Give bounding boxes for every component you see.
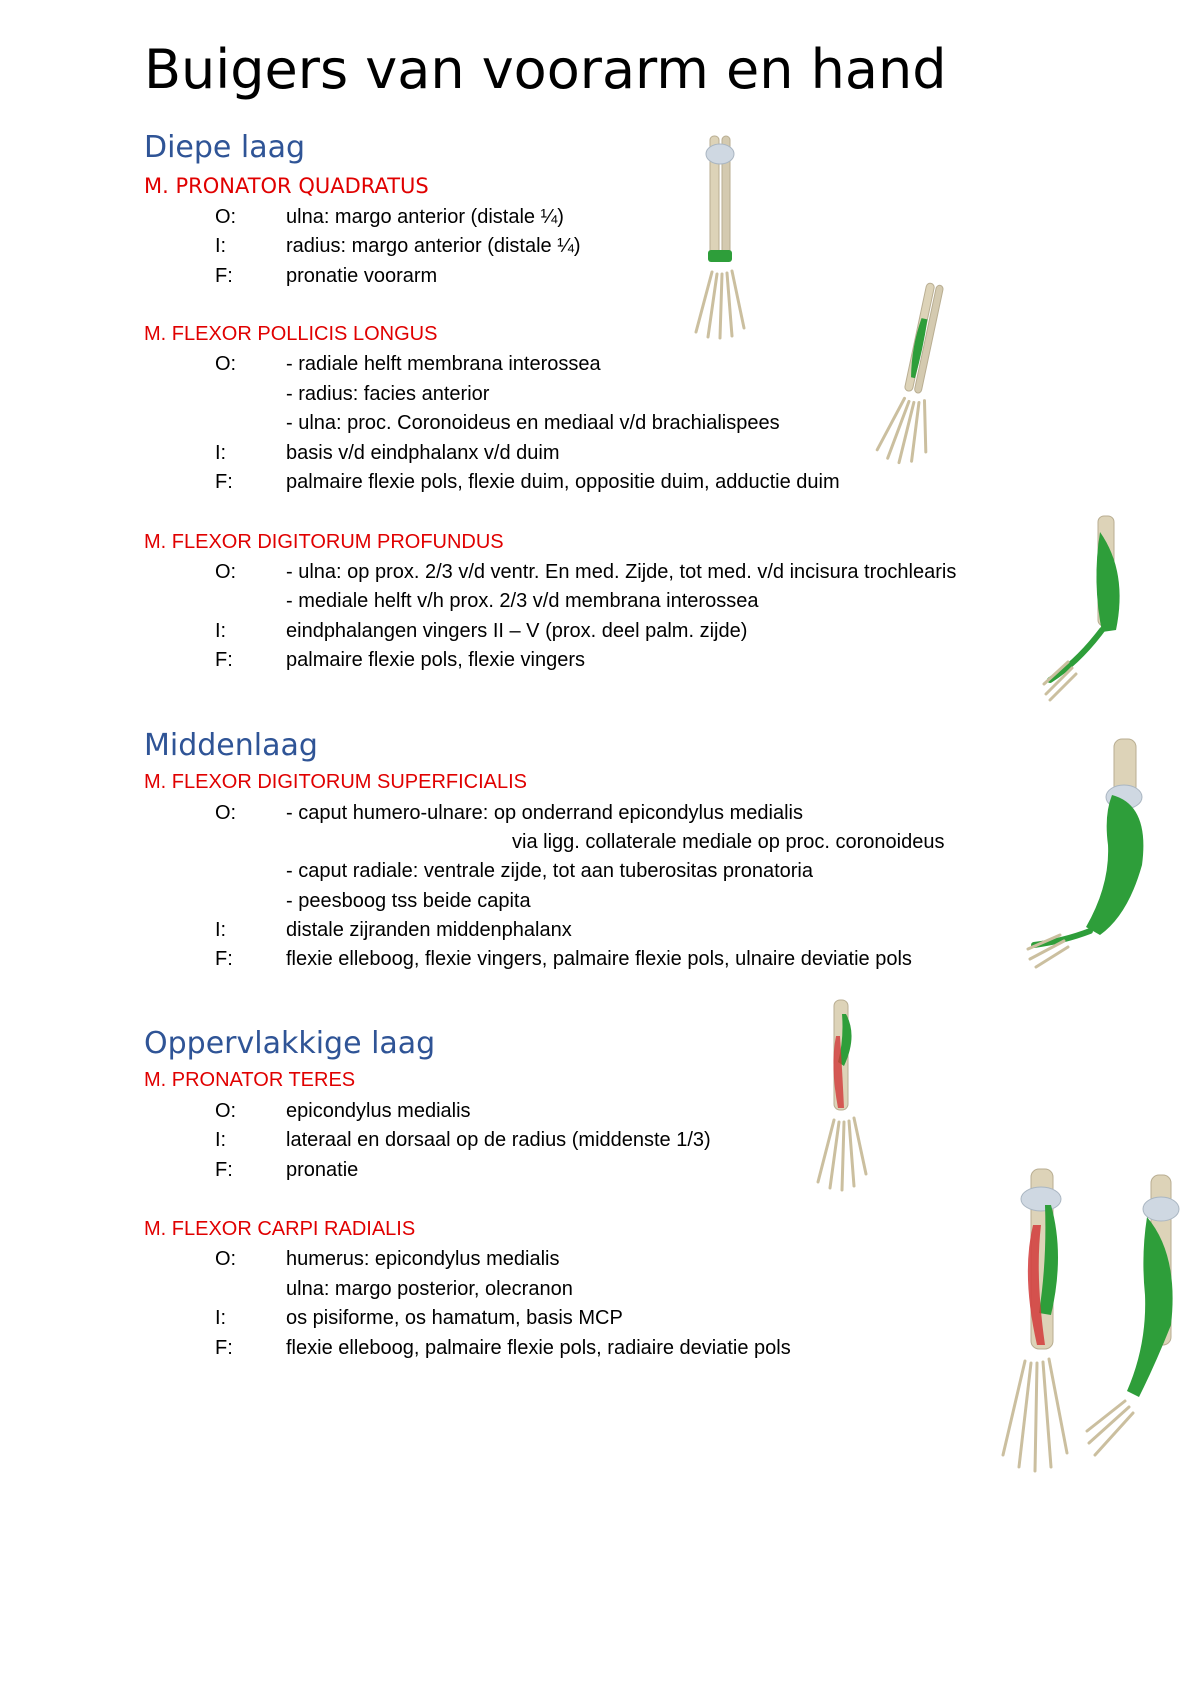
- attribute-row: [0, 561, 1200, 589]
- row-label: O:: [215, 1100, 237, 1122]
- row-label: F:: [215, 1159, 233, 1181]
- row-text: ulna: margo anterior (distale ¼): [286, 206, 564, 228]
- row-label: O:: [215, 1248, 237, 1270]
- row-text: os pisiforme, os hamatum, basis MCP: [286, 1307, 623, 1329]
- row-text: palmaire flexie pols, flexie vingers: [286, 649, 586, 671]
- attribute-row: [0, 649, 1200, 677]
- row-text: lateraal en dorsaal op de radius (middenste 1/3): [286, 1129, 711, 1151]
- flexor-digitorum-profundus-illustration: [1038, 512, 1148, 702]
- row-text: - radiale helft membrana interossea: [286, 353, 601, 375]
- row-label: I:: [215, 620, 227, 642]
- attribute-row: [0, 1129, 1200, 1157]
- row-text: eindphalangen vingers II – V (prox. deel palm. zijde): [286, 620, 748, 642]
- section-heading-middle: Middenlaag: [144, 728, 318, 763]
- muscle-name-flexor-digitorum-profundus: M. FLEXOR DIGITORUM PROFUNDUS: [144, 531, 504, 553]
- attribute-row: [0, 1100, 1200, 1128]
- muscle-name-pronator-quadratus: M. PRONATOR QUADRATUS: [144, 174, 429, 198]
- flexor-digitorum-superficialis-illustration: [1020, 735, 1170, 975]
- pronator-teres-illustration: [798, 996, 888, 1196]
- attribute-row: [0, 590, 1200, 618]
- row-text: palmaire flexie pols, flexie duim, oppositie duim, adductie duim: [286, 471, 840, 493]
- row-text: basis v/d eindphalanx v/d duim: [286, 442, 560, 464]
- row-text: pronatie voorarm: [286, 265, 438, 287]
- page-title: Buigers van voorarm en hand: [144, 38, 947, 101]
- row-label: F:: [215, 1337, 233, 1359]
- row-label: I:: [215, 919, 227, 941]
- row-label: F:: [215, 265, 233, 287]
- row-text: - ulna: proc. Coronoideus en mediaal v/d brachialispees: [286, 412, 780, 434]
- row-text: - peesboog tss beide capita: [286, 890, 531, 912]
- row-label: O:: [215, 802, 237, 824]
- section-heading-deep: Diepe laag: [144, 130, 306, 165]
- row-label: O:: [215, 561, 237, 583]
- row-text: flexie elleboog, palmaire flexie pols, radiaire deviatie pols: [286, 1337, 791, 1359]
- attribute-row: [0, 265, 1200, 293]
- attribute-row: [0, 412, 1200, 440]
- row-text: - radius: facies anterior: [286, 383, 490, 405]
- row-text: - ulna: op prox. 2/3 v/d ventr. En med. Zijde, tot med. v/d incisura trochlearis: [286, 561, 957, 583]
- flexor-carpi-radialis-illustration: [975, 1165, 1200, 1495]
- attribute-row: [0, 471, 1200, 499]
- attribute-row: [0, 206, 1200, 234]
- row-label: F:: [215, 471, 233, 493]
- attribute-row: [0, 353, 1200, 381]
- row-text: - caput radiale: ventrale zijde, tot aan tuberositas pronatoria: [286, 860, 813, 882]
- muscle-name-pronator-teres: M. PRONATOR TERES: [144, 1069, 356, 1091]
- row-label: I:: [215, 1129, 227, 1151]
- row-label: I:: [215, 442, 227, 464]
- attribute-row: [0, 442, 1200, 470]
- attribute-row: [0, 383, 1200, 411]
- row-text: radius: margo anterior (distale ¼): [286, 235, 581, 257]
- row-label: I:: [215, 1307, 227, 1329]
- row-text: ulna: margo posterior, olecranon: [286, 1278, 573, 1300]
- row-text: flexie elleboog, flexie vingers, palmaire flexie pols, ulnaire deviatie pols: [286, 948, 912, 970]
- attribute-row: [0, 620, 1200, 648]
- row-text: epicondylus medialis: [286, 1100, 471, 1122]
- row-text: - mediale helft v/h prox. 2/3 v/d membrana interossea: [286, 590, 759, 612]
- row-label: O:: [215, 206, 237, 228]
- muscle-name-flexor-carpi-radialis: M. FLEXOR CARPI RADIALIS: [144, 1218, 416, 1240]
- row-text: via ligg. collaterale mediale op proc. coronoideus: [512, 831, 945, 853]
- row-label: I:: [215, 235, 227, 257]
- pronator-quadratus-illustration: [680, 132, 760, 342]
- muscle-name-flexor-digitorum-superficialis: M. FLEXOR DIGITORUM SUPERFICIALIS: [144, 771, 528, 793]
- row-text: distale zijranden middenphalanx: [286, 919, 572, 941]
- attribute-row: [0, 235, 1200, 263]
- row-label: F:: [215, 948, 233, 970]
- row-text: pronatie: [286, 1159, 359, 1181]
- flexor-pollicis-longus-illustration: [870, 278, 960, 468]
- row-label: O:: [215, 353, 237, 375]
- section-heading-superficial: Oppervlakkige laag: [144, 1026, 436, 1061]
- row-text: humerus: epicondylus medialis: [286, 1248, 560, 1270]
- muscle-name-flexor-pollicis-longus: M. FLEXOR POLLICIS LONGUS: [144, 323, 438, 345]
- row-label: F:: [215, 649, 233, 671]
- row-text: - caput humero-ulnare: op onderrand epicondylus medialis: [286, 802, 803, 824]
